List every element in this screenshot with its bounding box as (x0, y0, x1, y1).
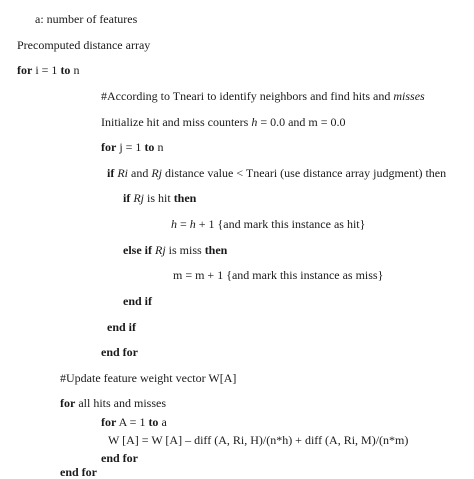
text: Precomputed distance array (17, 38, 151, 52)
keyword-to: to (60, 63, 71, 77)
text: + 1 {and mark this instance as hit} (195, 217, 366, 231)
var-h: h (189, 217, 196, 231)
keyword-for: for (101, 415, 117, 429)
line-comment-update-weight (60, 371, 236, 385)
line-initialize-counters (101, 115, 346, 129)
text: a (158, 415, 167, 429)
keyword-then: then (204, 243, 228, 257)
line-precomputed-distance (17, 38, 150, 52)
line-number-of-features (35, 12, 137, 26)
keyword-if: if (107, 166, 115, 180)
var-rj: Rj (155, 243, 166, 257)
text: i = 1 (32, 63, 61, 77)
text: distance value < Tneari (use distance array judgment) then (162, 166, 447, 180)
keyword-to: to (148, 415, 159, 429)
line-end-for-a (101, 451, 138, 465)
line-comment-neighbors (101, 89, 425, 103)
var-ri: Ri (117, 166, 129, 180)
keyword-end-for: end for (101, 345, 138, 359)
text: #Update feature weight vector W[A] (60, 371, 237, 385)
var-h: h (171, 217, 177, 231)
text-italic: misses (393, 89, 425, 103)
line-for-all-hits (60, 396, 166, 410)
text: j = 1 (116, 140, 145, 154)
text: A = 1 (116, 415, 149, 429)
line-for-i (17, 63, 79, 77)
text: and (128, 166, 152, 180)
var-rj: Rj (133, 191, 145, 205)
text: n (154, 140, 164, 154)
keyword-end-for: end for (60, 465, 97, 479)
text: W [A] = W [A] – diff (A, Ri, H)/(n*h) + diff (A, Ri, M)/(n*m) (108, 433, 409, 447)
line-for-a (101, 415, 167, 429)
line-else-if-miss (123, 243, 227, 257)
line-if-hit (123, 191, 196, 205)
keyword-for: for (17, 63, 33, 77)
text: is hit (144, 191, 174, 205)
text: m = m + 1 {and mark this instance as miss} (173, 268, 384, 282)
keyword-end-if: end if (123, 294, 153, 308)
var-rj: Rj (151, 166, 163, 180)
keyword-end-if: end if (107, 320, 137, 334)
line-h-increment (171, 217, 365, 231)
line-end-for-hits (60, 465, 97, 479)
keyword-for: for (101, 140, 117, 154)
keyword-if: if (123, 191, 131, 205)
text: = (177, 217, 190, 231)
keyword-then: then (173, 191, 197, 205)
line-if-distance (107, 166, 446, 180)
keyword-end-for: end for (101, 451, 138, 465)
text: #According to Tneari to identify neighbors and find hits and (101, 89, 394, 103)
text: is miss (165, 243, 205, 257)
line-end-for-j (101, 345, 138, 359)
line-end-if-outer (107, 320, 136, 334)
line-weight-update (108, 433, 408, 447)
keyword-to: to (144, 140, 155, 154)
line-for-j (101, 140, 163, 154)
text: all hits and misses (75, 396, 166, 410)
var-h: h (251, 115, 258, 129)
line-end-if-inner (123, 294, 152, 308)
keyword-else-if: else if (123, 243, 152, 257)
text: a: number of features (35, 12, 138, 26)
text: Initialize hit and miss counters (101, 115, 252, 129)
keyword-for: for (60, 396, 76, 410)
line-m-increment (173, 268, 383, 282)
text: n (70, 63, 80, 77)
text: = 0.0 and m = 0.0 (257, 115, 346, 129)
